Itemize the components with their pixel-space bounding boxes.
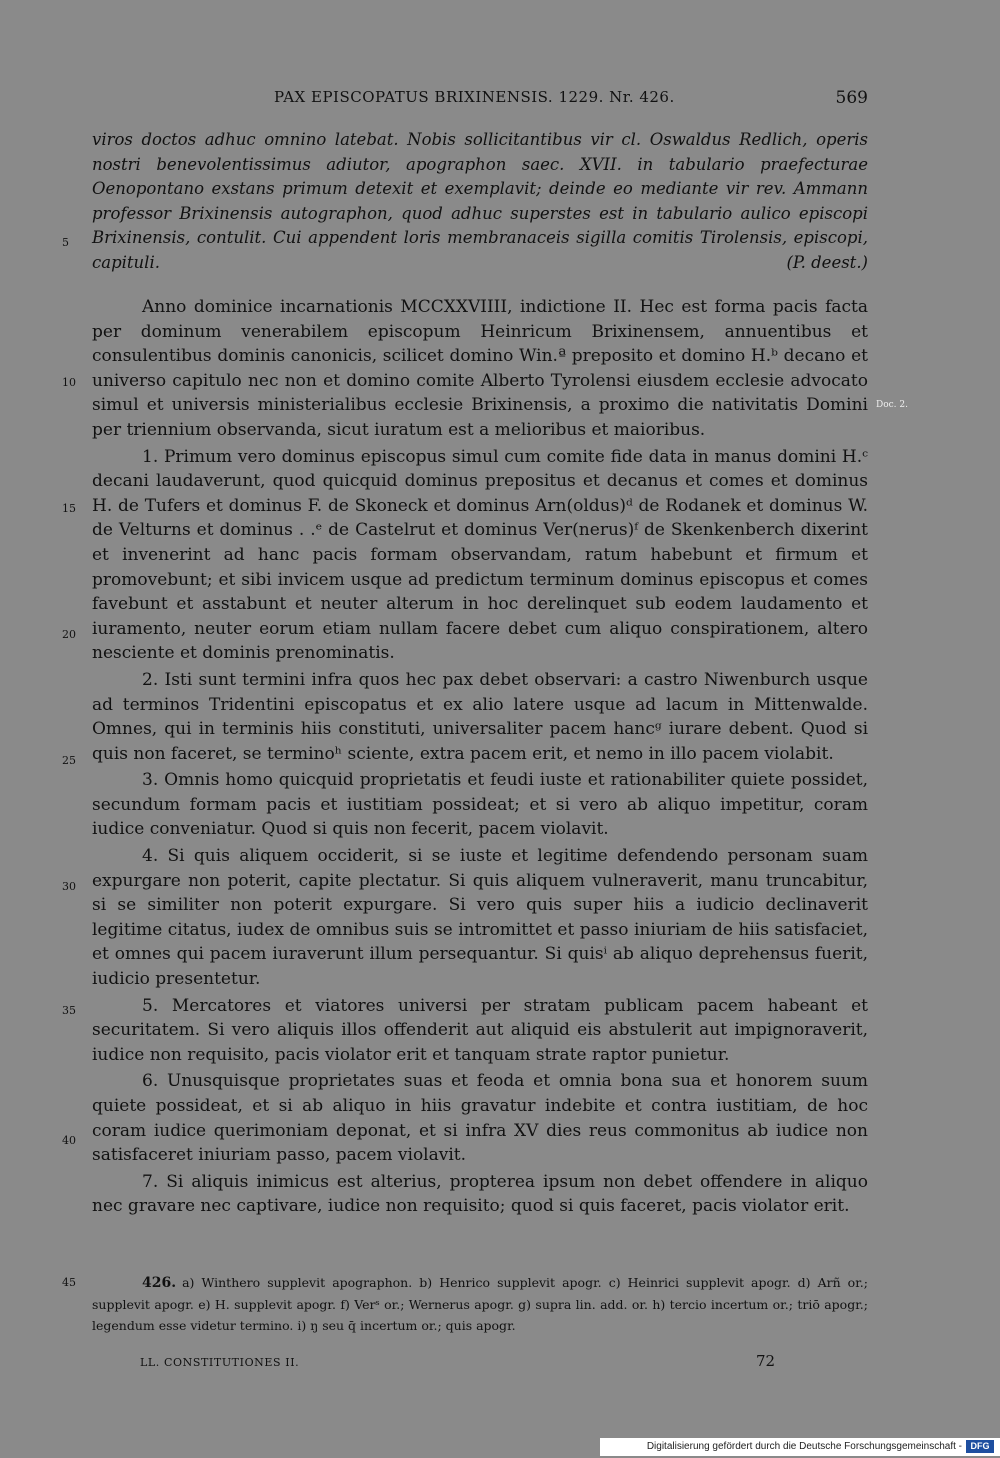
funding-banner bbox=[600, 1438, 1000, 1456]
charter-article-5: 5. Mercatores et viatores universi per stratam publicam pacem habeant et securitatem. Si vero aliquis illos offenderit aut aliquid eis abstulerit aut impignoraverit, iudice non requisito, pacis violator erit et tanquam strate raptor punietur. bbox=[92, 995, 868, 1065]
line-number: 20 bbox=[62, 628, 76, 641]
intro-text: viros doctos adhuc omnino latebat. Nobis sollicitantibus vir cl. Oswaldus Redlich, operis nostri benevolentissimus adiutor, apographon saec. XVII. in tabulario praefecturae Oenopontano exstans primum detexit et exemplavit; deinde eo mediante vir rev. Ammann professor Brixinensis autographon, quod adhuc superstes est in tabulario aulico episcopi Brixinensis, contulit. Cui appendent loris membranaceis sigilla comitis Tirolensis, episcopi, capituli. bbox=[92, 130, 868, 272]
line-number: 5 bbox=[62, 236, 69, 249]
dfg-logo: DFG bbox=[966, 1440, 994, 1453]
line-number: 40 bbox=[62, 1134, 76, 1147]
charter-article-2: 2. Isti sunt termini infra quos hec pax debet observari: a castro Niwenburch usque ad terminos Tridentini episcopatus et ex alio latere usque ad lacum in Mittenwalde. Omnes, qui in terminis hiis constituti, universaliter pacem hancᵍ iurare debent. Quod si quis non faceret, se terminoʰ sciente, extra pacem erit, et nemo in illo pacem violabit. bbox=[92, 669, 868, 764]
running-title: PAX EPISCOPATUS BRIXINENSIS. 1229. Nr. 426. bbox=[274, 88, 675, 106]
charter-article-4: 4. Si quis aliquem occiderit, si se iuste et legitime defendendo personam suam expurgare non poterit, capite plectatur. Si quis aliquem vulneraverit, manu truncabitur, si se similiter non poterit expurgare. Si vero quis super hiis a iudicio declinaverit legitime citatus, iudex de omnibus suis se intromittet et passo iniuriam de hiis satisfaciet, et omnes qui pacem iuraverunt illum persequantur. Si quisⁱ ab aliquo deprehensus fuerit, iudicio presentetur. bbox=[92, 846, 868, 990]
charter-article-6: 6. Unusquisque proprietates suas et feoda et omnia bona sua et honorem suum quiete possideat, et si ab aliquo in hiis gravatur indebite et contra iustitiam, de hoc coram iudice querimoniam deponat, et si infra XV dies reus commonitus ab iudice non satisfaceret iniuriam passo, pacem violavit. bbox=[92, 1071, 868, 1166]
footer-series: LL. CONSTITUTIONES II. bbox=[140, 1356, 300, 1369]
charter-article-3: 3. Omnis homo quicquid proprietatis et feudi iuste et rationabiliter quiete possidet, secundum formam pacis et iustitiam possideat; et si vero ab aliquo impetitur, coram iudice conveniatur. Quod si quis non fecerit, pacem violavit. bbox=[92, 770, 868, 840]
line-number: 15 bbox=[62, 502, 76, 515]
margin-note: Doc. 2. bbox=[876, 400, 908, 410]
line-number: 30 bbox=[62, 880, 76, 893]
funding-text: Digitalisierung gefördert durch die Deutsche Forschungsgemeinschaft - bbox=[646, 1441, 962, 1452]
intro-seal-note: (P. deest.) bbox=[786, 252, 868, 272]
footnote-block bbox=[92, 1272, 868, 1336]
page-number: 569 bbox=[835, 88, 868, 108]
footnotes bbox=[92, 1272, 868, 1336]
line-number: 45 bbox=[62, 1276, 76, 1289]
footer-sheet-number: 72 bbox=[756, 1352, 776, 1370]
charter-text bbox=[92, 295, 868, 1219]
line-number: 10 bbox=[62, 376, 76, 389]
charter-article-1: 1. Primum vero dominus episcopus simul cum comite fide data in manus domini H.ᶜ decani laudaverunt, quod quicquid dominus prepositus et decanus et comes et dominus H. de Tufers et dominus F. de Skoneck et dominus Arn(oldus)ᵈ de Rodanek et dominus W. de Velturns et dominus . .ᵉ de Castelrut et dominus Ver(nerus)ᶠ de Skenkenberch dixerint et invenerint ad hanc pacis formam observandam, ratum habebunt et firmum et promovebunt; et sibi invicem usque ad predictum terminum dominus episcopus et comes favebunt et asstabunt et neuter alterum in hoc derelinquet sub eodem laudamento et iuramento, neuter eorum etiam nullam facere debet cum aliquo conspirationem, altero nesciente et dominis prenominatis. bbox=[92, 446, 868, 664]
line-number: 25 bbox=[62, 754, 76, 767]
intro-commentary bbox=[92, 128, 868, 275]
footnote-text: a) Winthero supplevit apographon. b) Henrico supplevit apogr. c) Heinrici supplevit apogr. d) Arñ or.; supplevit apogr. e) H. supplevit apogr. f) Verˢ or.; Wernerus apogr. g) supra lin. add. or. h) tercio incertum or.; triō apogr.; legendum esse videtur termino. i) ŋ seu q̄ incertum or.; quis apogr. bbox=[92, 1275, 868, 1333]
page-header bbox=[92, 88, 868, 112]
charter-preamble: Anno dominice incarnationis MCCXXVIIII, indictione II. Hec est forma pacis facta per dominum venerabilem episcopum Heinricum Brixinensem, annuentibus et consulentibus dominis canonicis, scilicet domino Win.ª preposito et domino H.ᵇ decano et universo capitulo nec non et domino comite Alberto Tyrolensi eiusdem ecclesie advocato simul et universis ministerialibus ecclesie Brixinensis, a proximo die nativitatis Domini per triennium observanda, sicut iuratum est a melioribus et maioribus. bbox=[92, 297, 868, 440]
line-number: 35 bbox=[62, 1004, 76, 1017]
footnote-doc-number: 426. bbox=[142, 1275, 177, 1291]
charter-article-7: 7. Si aliquis inimicus est alterius, propterea ipsum non debet offendere in aliquo nec gravare nec captivare, iudice non requisito; quod si quis faceret, pacis violator erit. bbox=[92, 1171, 868, 1217]
